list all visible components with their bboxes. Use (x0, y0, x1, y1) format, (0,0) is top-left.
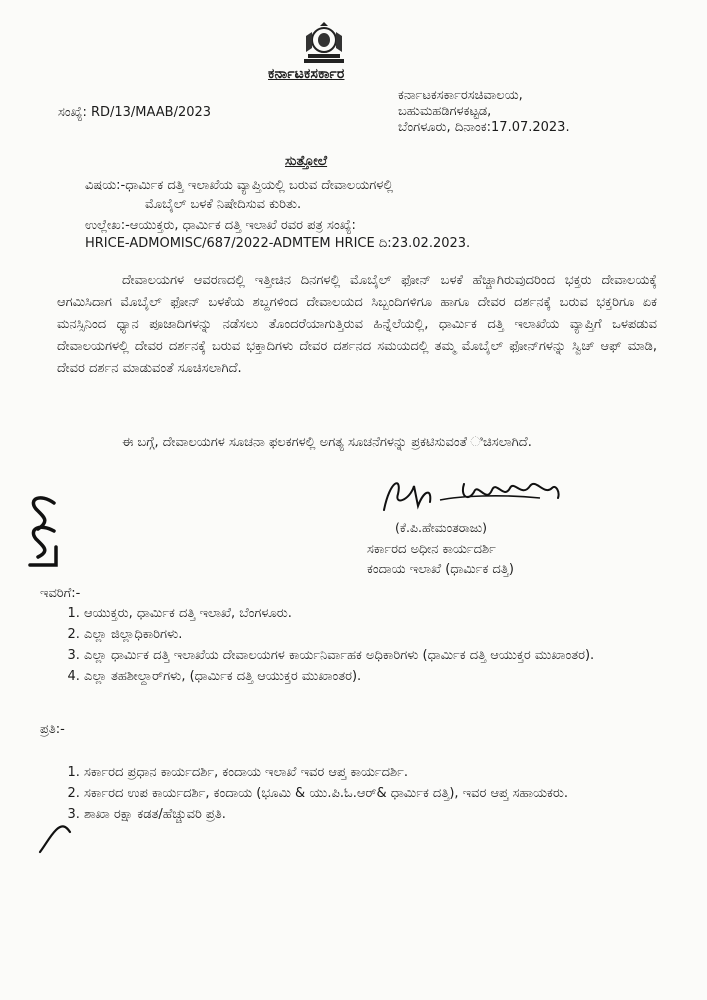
recipients-heading: ಇವರಿಗೆ:- (40, 586, 81, 601)
handwritten-margin-mark (10, 485, 70, 575)
reference (85, 217, 470, 253)
list-item: 3. ಶಾಖಾ ರಕ್ಷಾ ಕಡತ/ಹೆಚ್ಚುವರಿ ಪ್ರತಿ. (84, 804, 668, 825)
designation-line: ಸರ್ಕಾರದ ಅಧೀನ ಕಾರ್ಯದರ್ಶಿ (367, 542, 496, 557)
handwritten-tick-mark (36, 818, 74, 858)
address-line: ಕರ್ನಾಟಕಸರ್ಕಾರಸಚಿವಾಲಯ, (398, 88, 523, 103)
signatory-designation (367, 540, 514, 580)
designation-line: ಕಂದಾಯ ಇಲಾಖೆ (ಧಾರ್ಮಿಕ ದತ್ತಿ) (367, 562, 514, 577)
government-title: ಕರ್ನಾಟಕಸರ್ಕಾರ (268, 66, 345, 82)
copies-heading: ಪ್ರತಿ:- (40, 722, 65, 737)
list-item: 4. ಎಲ್ಲಾ ತಹಶೀಲ್ದಾರ್‌ಗಳು, (ಧಾರ್ಮಿಕ ದತ್ತಿ ಆಯುಕ್ತರ ಮುಖಾಂತರ). (84, 666, 658, 687)
circular-heading: ಸುತ್ತೋಲೆ (285, 153, 328, 169)
recipients-list (58, 603, 658, 687)
subject-line: ವಿಷಯ:-ಧಾರ್ಮಿಕ ದತ್ತಿ ಇಲಾಖೆಯ ವ್ಯಾಪ್ತಿಯಲ್ಲಿ ಬರುವ ದೇವಾಲಯಗಳಲ್ಲಿ (85, 178, 394, 193)
signature (380, 470, 580, 518)
reference-number: ಸಂಖ್ಯೆ: RD/13/MAAB/2023 (58, 105, 212, 120)
government-emblem-icon (294, 22, 354, 66)
signatory-name: (ಕೆ.ಪಿ.ಹೇಮಂತರಾಜು) (395, 520, 488, 535)
reference-line: ಉಲ್ಲೇಖ:-ಆಯುಕ್ತರು, ಧಾರ್ಮಿಕ ದತ್ತಿ ಇಲಾಖೆ ರವರ ಪತ್ರ ಸಂಖ್ಯೆ: (85, 218, 356, 233)
subject (85, 176, 393, 214)
address-date-line: ಬೆಂಗಳೂರು, ದಿನಾಂಕ:17.07.2023. (398, 120, 570, 135)
reference-line: HRICE-ADMOMISC/687/2022-ADMTEM HRICE ದಿ:23.02.2023. (85, 236, 471, 251)
subject-line: ಮೊಬೈಲ್ ಬಳಕೆ ನಿಷೇದಿಸುವ ಕುರಿತು. (145, 197, 302, 212)
list-item: 1. ಸರ್ಕಾರದ ಪ್ರಧಾನ ಕಾರ್ಯದರ್ಶಿ, ಕಂದಾಯ ಇಲಾಖೆ ಇವರ ಆಪ್ತ ಕಾರ್ಯದರ್ಶಿ. (84, 762, 668, 783)
list-item: 3. ಎಲ್ಲಾ ಧಾರ್ಮಿಕ ದತ್ತಿ ಇಲಾಖೆಯ ದೇವಾಲಯಗಳ ಕಾರ್ಯನಿರ್ವಾಹಕ ಅಧಿಕಾರಿಗಳು (ಧಾರ್ಮಿಕ ದತ್ತಿ ಆಯುಕ್ತರ ಮುಖಾಂತರ). (84, 645, 658, 666)
address-line: ಬಹುಮಹಡಿಗಳಕಟ್ಟಡ, (398, 104, 492, 119)
list-item: 2. ಸರ್ಕಾರದ ಉಪ ಕಾರ್ಯದರ್ಶಿ, ಕಂದಾಯ (ಭೂಮಿ & ಯು.ಪಿ.ಓ.ಆರ್& ಧಾರ್ಮಿಕ ದತ್ತಿ), ಇವರ ಆಪ್ತ ಸಹಾಯಕರು. (84, 783, 668, 804)
office-address (398, 88, 570, 136)
copies-list (58, 762, 668, 825)
list-item: 1. ಆಯುಕ್ತರು, ಧಾರ್ಮಿಕ ದತ್ತಿ ಇಲಾಖೆ, ಬೆಂಗಳೂರು. (84, 603, 658, 624)
body-paragraph-2: ಈ ಬಗ್ಗೆ, ದೇವಾಲಯಗಳ ಸೂಚನಾ ಫಲಕಗಳಲ್ಲಿ ಅಗತ್ಯ ಸೂಚನೆಗಳನ್ನು ಪ್ರಕಟಿಸುವಂತೆ ಿಚಿಸಲಾಗಿದೆ. (122, 435, 532, 450)
body-paragraph-1: ದೇವಾಲಯಗಳ ಆವರಣದಲ್ಲಿ ಇತ್ತೀಚಿನ ದಿನಗಳಲ್ಲಿ ಮೊಬೈಲ್ ಫೋನ್ ಬಳಕೆ ಹೆಚ್ಚಾಗಿರುವುದರಿಂದ ಭಕ್ತರು ದೇವಾಲಯಕ್ಕೆ ಆಗಮಿಸಿದಾಗ ಮೊಬೈಲ್ ಫೋನ್ ಬಳಕೆಯ ಶಬ್ದಗಳಿಂದ ದೇವಾಲಯದ ಸಿಬ್ಬಂದಿಗಳಿಗೂ ಹಾಗೂ ದೇವರ ದರ್ಶನಕ್ಕೆ ಬರುವ ಭಕ್ತರಿಗೂ ಏಕ ಮನಸ್ಸಿನಿಂದ ಧ್ಯಾನ ಪೂಜಾದಿಗಳನ್ನು ನಡೆಸಲು ತೊಂದರೆಯಾಗುತ್ತಿರುವ ಹಿನ್ನೆಲೆಯಲ್ಲಿ, ಧಾರ್ಮಿಕ ದತ್ತಿ ಇಲಾಖೆಯ ವ್ಯಾಪ್ತಿಗೆ ಒಳಪಡುವ ದೇವಾಲಯಗಳಲ್ಲಿ ದೇವರ ದರ್ಶನಕ್ಕೆ ಬರುವ ಭಕ್ತಾದಿಗಳು ದೇವರ ದರ್ಶನದ ಸಮಯದಲ್ಲಿ ತಮ್ಮ ಮೊಬೈಲ್ ಫೋನ್‌ಗಳನ್ನು ಸ್ವಿಚ್ ಆಫ್ ಮಾಡಿ, ದೇವರ ದರ್ಶನ ಮಾಡುವಂತೆ ಸೂಚಿಸಲಾಗಿದೆ. (57, 273, 657, 376)
list-item: 2. ಎಲ್ಲಾ ಜಿಲ್ಲಾಧಿಕಾರಿಗಳು. (84, 624, 658, 645)
